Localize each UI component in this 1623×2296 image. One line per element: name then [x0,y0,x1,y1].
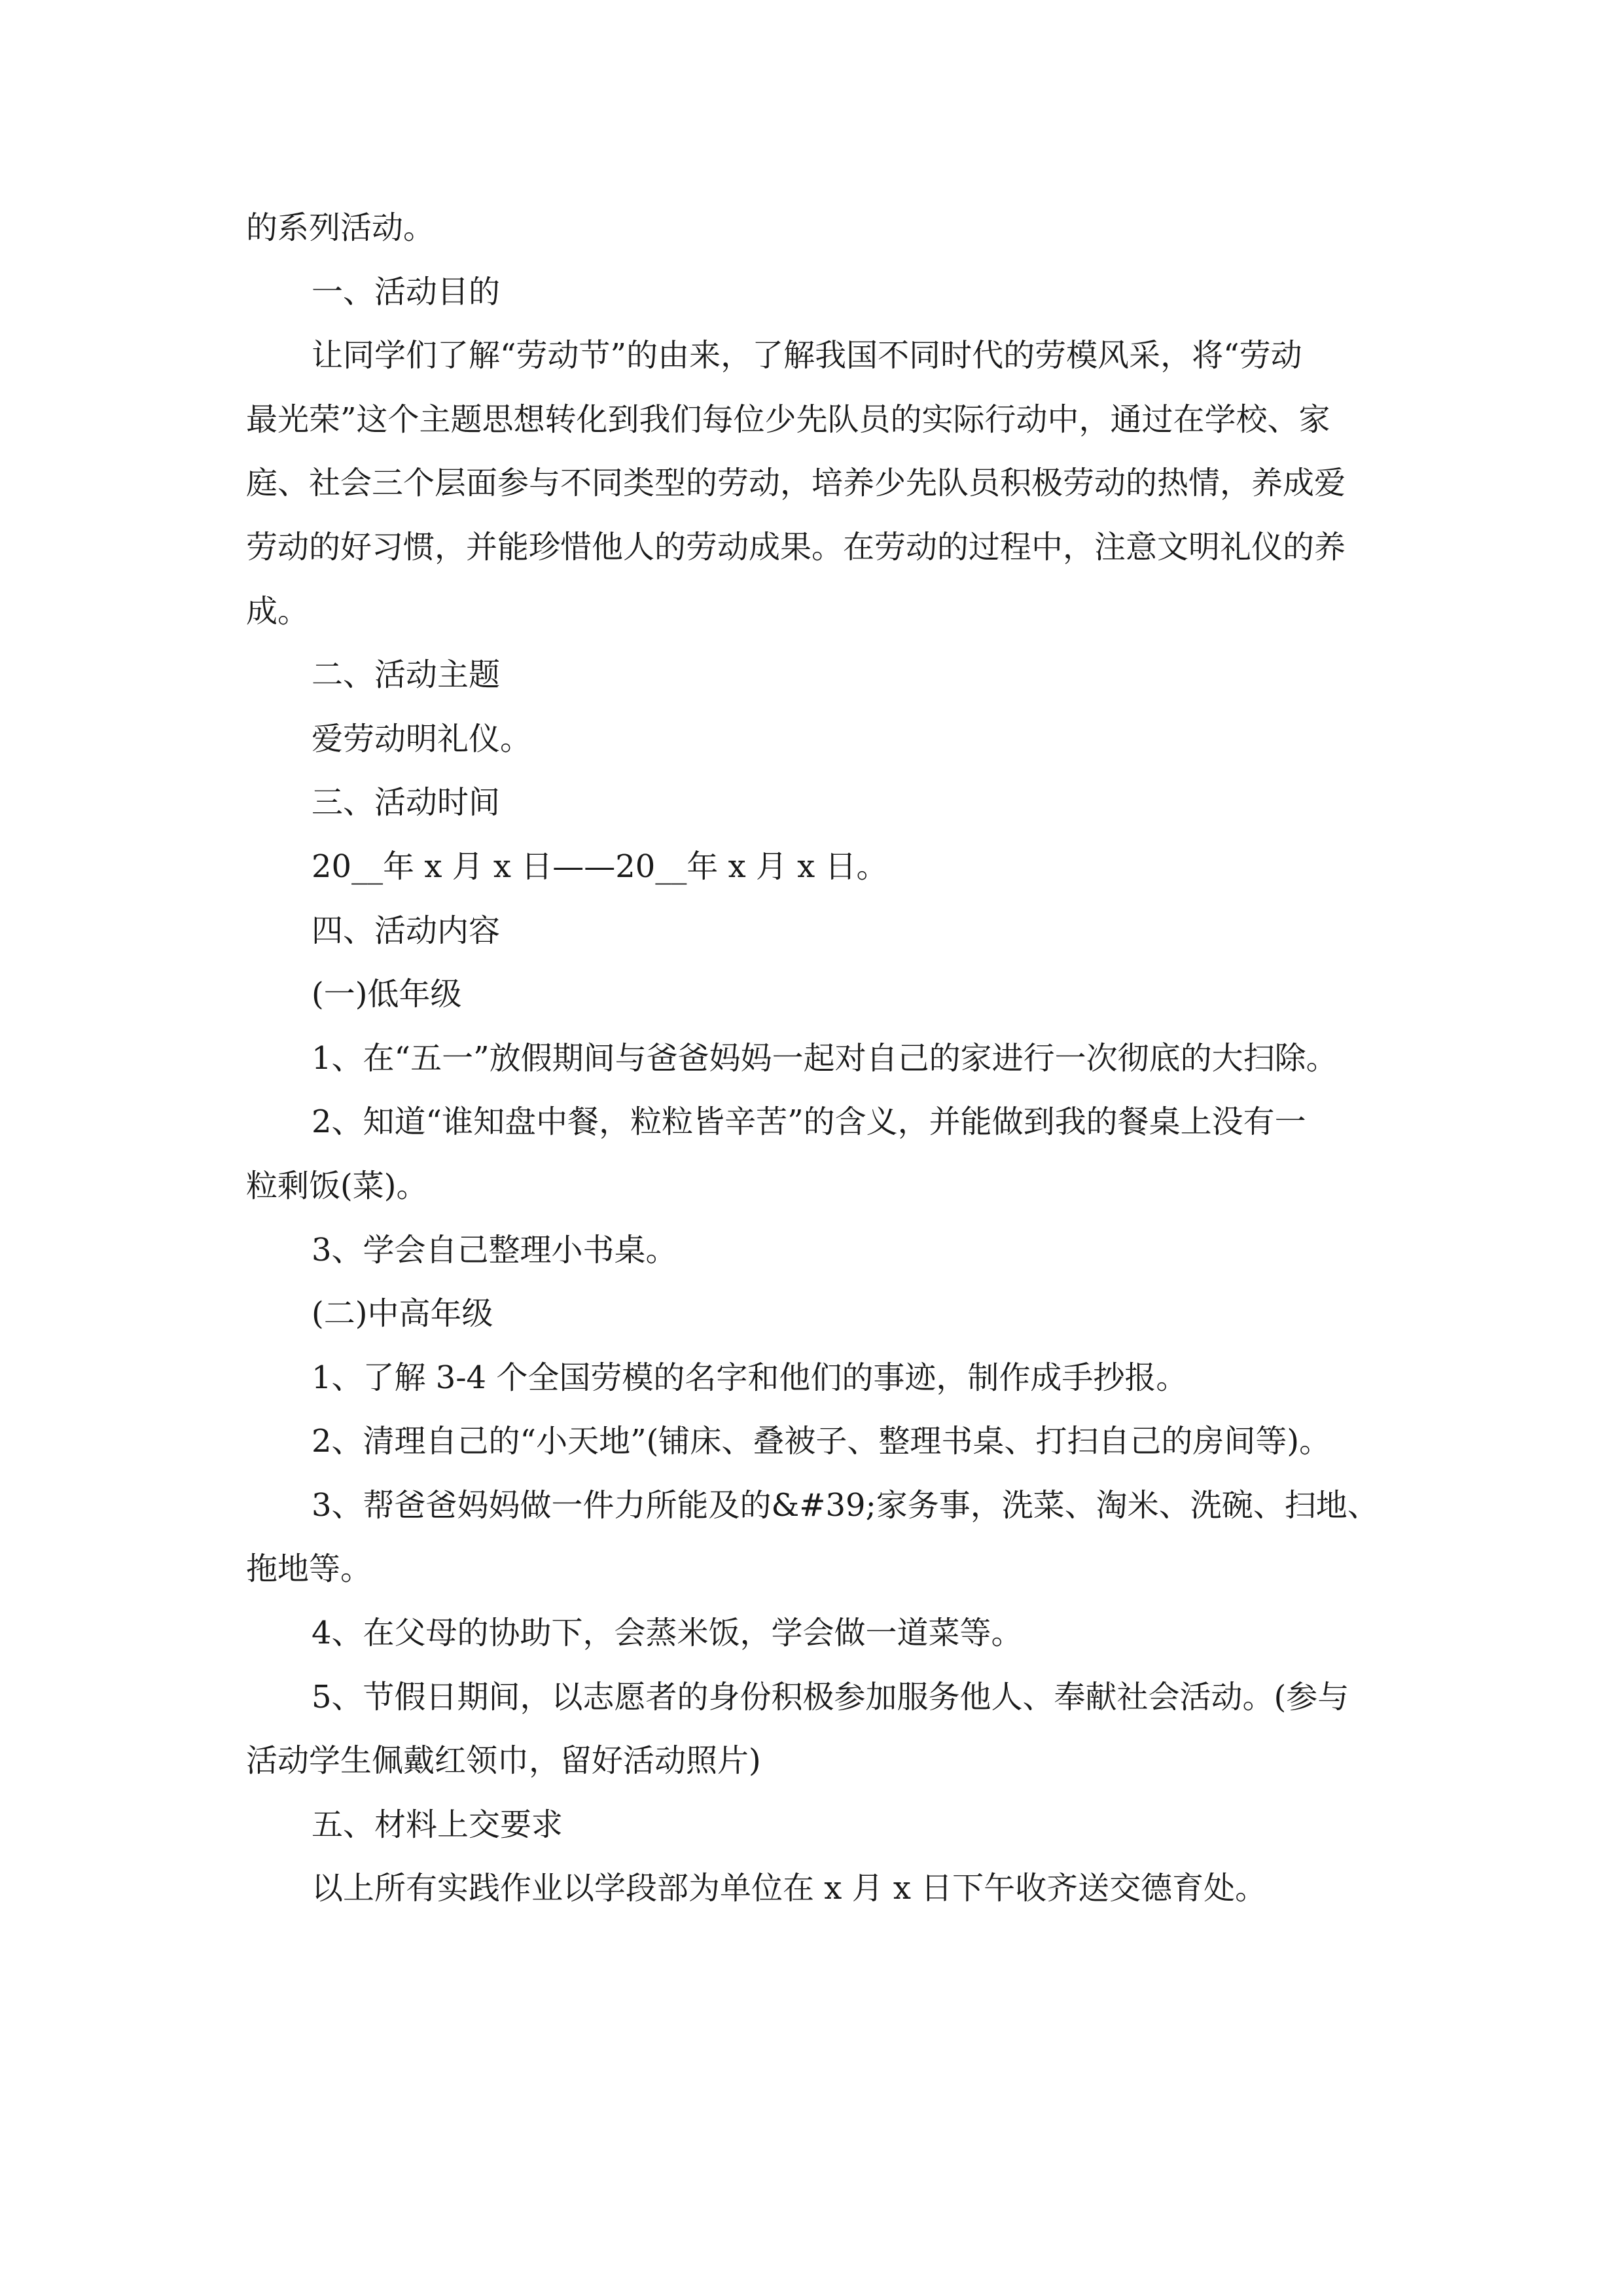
section-heading: 三、活动时间 [312,784,501,821]
text-line: 最光荣”这个主题思想转化到我们每位少先队员的实际行动中，通过在学校、家 [246,401,1330,438]
list-item: 2、清理自己的“小天地”(铺床、叠被子、整理书桌、打扫自己的房间等)。 [312,1423,1331,1460]
section-heading: 一、活动目的 [312,273,501,310]
text-line: 以上所有实践作业以学段部为单位在 x 月 x 日下午收齐送交德育处。 [312,1870,1267,1907]
list-item: 3、帮爸爸妈妈做一件力所能及的&#39;家务事，洗菜、淘米、洗碗、扫地、 [312,1486,1379,1524]
list-item: 1、了解 3-4 个全国劳模的名字和他们的事迹，制作成手抄报。 [312,1359,1188,1396]
text-line: 让同学们了解“劳动节”的由来，了解我国不同时代的劳模风采，将“劳动 [312,337,1302,374]
text-line: 活动学生佩戴红领巾，留好活动照片) [246,1742,761,1780]
text-line: 劳动的好习惯，并能珍惜他人的劳动成果。在劳动的过程中，注意文明礼仪的养 [246,528,1346,565]
text-line: 拖地等。 [246,1551,372,1588]
subsection-heading: (一)低年级 [312,976,462,1013]
section-heading: 二、活动主题 [312,656,501,694]
text-line: 20__年 x 月 x 日——20__年 x 月 x 日。 [312,848,888,885]
list-item: 4、在父母的协助下，会蒸米饭，学会做一道菜等。 [312,1615,1023,1652]
list-item: 5、节假日期间，以志愿者的身份积极参加服务他人、奉献社会活动。(参与 [312,1678,1349,1715]
subsection-heading: (二)中高年级 [312,1295,493,1333]
body-text [246,196,1398,1921]
text-line: 的系列活动。 [246,209,435,246]
list-item: 2、知道“谁知盘中餐，粒粒皆辛苦”的含义，并能做到我的餐桌上没有一 [312,1103,1306,1141]
section-heading: 五、材料上交要求 [312,1806,563,1843]
list-item: 3、学会自己整理小书桌。 [312,1231,677,1268]
text-line: 庭、社会三个层面参与不同类型的劳动，培养少先队员积极劳动的热情，养成爱 [246,465,1346,502]
list-item: 1、在“五一”放假期间与爸爸妈妈一起对自己的家进行一次彻底的大扫除。 [312,1039,1338,1077]
text-line: 成。 [246,592,310,630]
text-line: 粒剩饭(菜)。 [246,1167,428,1204]
section-heading: 四、活动内容 [312,912,501,949]
text-line: 爱劳动明礼仪。 [312,720,532,757]
